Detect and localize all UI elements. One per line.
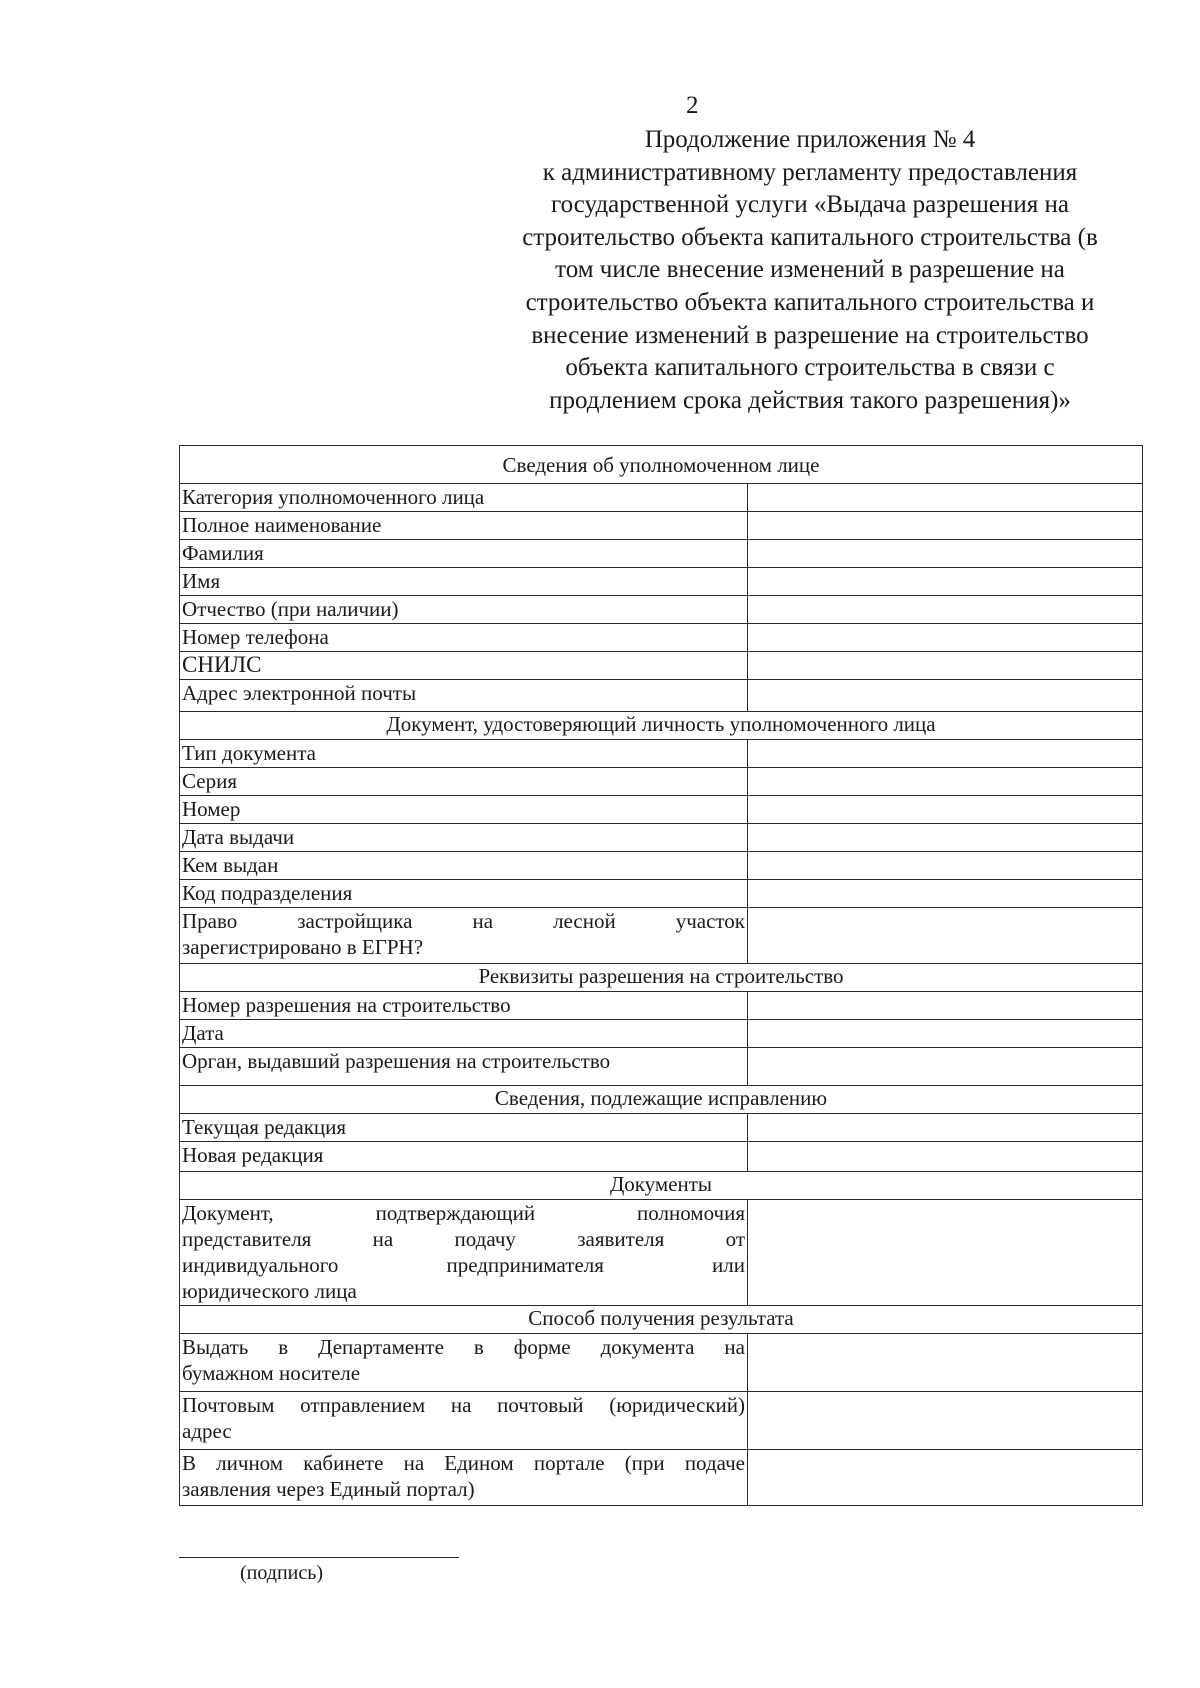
field-label: Полное наименование (180, 512, 748, 540)
field-value-cell[interactable] (748, 540, 1143, 568)
label-line: представителя на подачу заявителя от (182, 1227, 745, 1251)
result-option-cell[interactable] (748, 1450, 1143, 1506)
field-label: СНИЛС (180, 652, 748, 680)
section-title-result-method: Способ получения результата (180, 1306, 1143, 1334)
label-line: В личном кабинете на Едином портале (при подаче (182, 1451, 745, 1475)
field-label: Серия (180, 768, 748, 796)
field-value-cell[interactable] (748, 768, 1143, 796)
field-label: Имя (180, 568, 748, 596)
field-value-cell[interactable] (748, 680, 1143, 712)
header-line: внесение изменений в разрешение на строительство (531, 321, 1089, 349)
field-value-cell[interactable] (748, 852, 1143, 880)
label-line: зарегистрировано в ЕГРН? (182, 935, 424, 959)
field-label: Фамилия (180, 540, 748, 568)
section-title-permit-details: Реквизиты разрешения на строительство (180, 964, 1143, 992)
result-option-label (180, 1392, 748, 1450)
header-line: продлением срока действия такого разрешения)» (549, 386, 1071, 414)
section-title-corrections: Сведения, подлежащие исправлению (180, 1086, 1143, 1114)
label-line: Документ, подтверждающий полномочия (182, 1201, 745, 1225)
field-value-cell[interactable] (748, 652, 1143, 680)
field-label: Номер разрешения на строительство (180, 992, 748, 1020)
header-line: строительство объекта капитального строительства (в (522, 223, 1098, 251)
field-label: Текущая редакция (180, 1114, 748, 1142)
field-label: Адрес электронной почты (180, 680, 748, 712)
label-line: заявления через Единый портал) (182, 1477, 475, 1501)
section-title-documents: Документы (180, 1172, 1143, 1200)
field-value-cell[interactable] (748, 1142, 1143, 1172)
header-line: объекта капитального строительства в связи с (565, 354, 1055, 382)
label-line: Право застройщика на лесной участок (182, 909, 745, 933)
label-line: Выдать в Департаменте в форме документа на (182, 1335, 745, 1359)
field-label: Номер телефона (180, 624, 748, 652)
field-value-cell[interactable] (748, 992, 1143, 1020)
field-label: Кем выдан (180, 852, 748, 880)
header-line: строительство объекта капитального строительства и (525, 288, 1095, 316)
label-line: индивидуального предпринимателя или (182, 1253, 745, 1277)
section-title-authorized-person: Сведения об уполномоченном лице (180, 446, 1143, 484)
field-label: Дата выдачи (180, 824, 748, 852)
field-label: Тип документа (180, 740, 748, 768)
field-value-cell[interactable] (748, 1020, 1143, 1048)
field-label: Категория уполномоченного лица (180, 484, 748, 512)
field-value-cell[interactable] (748, 484, 1143, 512)
authority-document-label (180, 1200, 748, 1306)
field-value-cell[interactable] (748, 880, 1143, 908)
result-option-label (180, 1334, 748, 1392)
field-value-cell[interactable] (748, 1048, 1143, 1086)
field-value-cell[interactable] (748, 1114, 1143, 1142)
label-line: юридического лица (182, 1279, 357, 1303)
result-option-cell[interactable] (748, 1334, 1143, 1392)
header-line: том числе внесение изменений в разрешение на (555, 256, 1065, 284)
field-label: Дата (180, 1020, 748, 1048)
signature-label: (подпись) (240, 1562, 324, 1584)
field-value-cell[interactable] (748, 740, 1143, 768)
section-title-identity-document: Документ, удостоверяющий личность уполномоченного лица (180, 712, 1143, 740)
signature-line[interactable] (179, 1557, 459, 1558)
field-label: Орган, выдавший разрешения на строительство (180, 1048, 748, 1086)
field-label: Код подразделения (180, 880, 748, 908)
label-line: бумажном носителе (182, 1361, 361, 1385)
field-value-cell[interactable] (748, 908, 1143, 964)
forest-right-label (180, 908, 748, 964)
field-value-cell[interactable] (748, 624, 1143, 652)
field-label: Отчество (при наличии) (180, 596, 748, 624)
authorized-person-form (179, 445, 1143, 1506)
field-value-cell[interactable] (748, 824, 1143, 852)
result-option-label (180, 1450, 748, 1506)
label-line: Почтовым отправлением на почтовый (юридический) (182, 1393, 745, 1417)
field-value-cell[interactable] (748, 596, 1143, 624)
field-label: Номер (180, 796, 748, 824)
field-value-cell[interactable] (748, 512, 1143, 540)
field-value-cell[interactable] (748, 1200, 1143, 1306)
result-option-cell[interactable] (748, 1392, 1143, 1450)
field-value-cell[interactable] (748, 796, 1143, 824)
header-line: государственной услуги «Выдача разрешения на (551, 191, 1069, 219)
appendix-header (480, 124, 1140, 417)
field-value-cell[interactable] (748, 568, 1143, 596)
page-number: 2 (686, 92, 699, 119)
header-line: Продолжение приложения № 4 (644, 126, 976, 153)
field-label: Новая редакция (180, 1142, 748, 1172)
label-line: адрес (182, 1419, 232, 1443)
header-line: к административному регламенту предоставления (542, 158, 1078, 186)
